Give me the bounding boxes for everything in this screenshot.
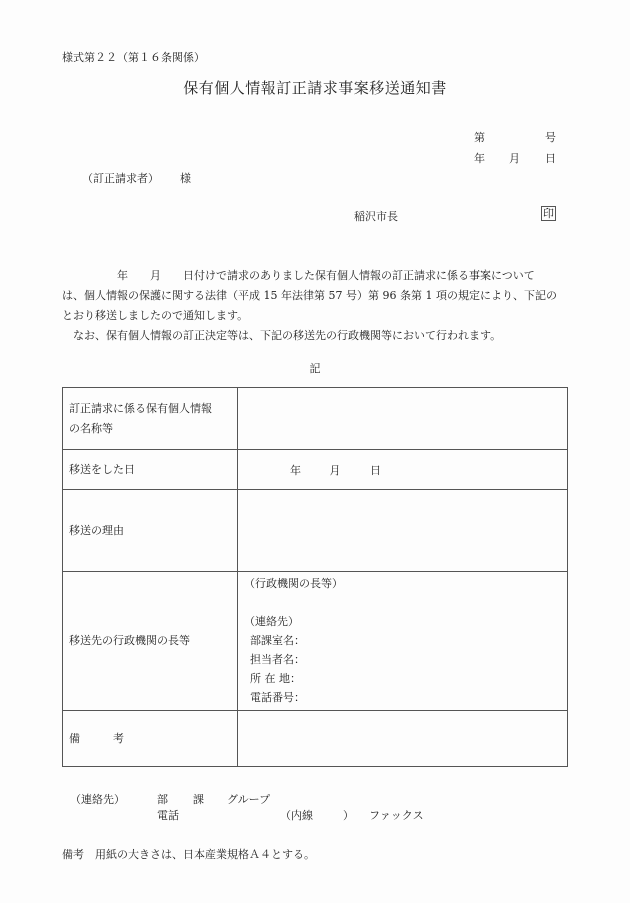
spacer [244, 593, 561, 612]
label-cell: 移送の理由 [63, 490, 238, 572]
footer-tel: 電話 [157, 809, 179, 822]
table-row [63, 711, 568, 767]
number-suffix: 号 [545, 131, 556, 144]
ki-heading: 記 [309, 362, 321, 375]
label-cell [63, 388, 238, 450]
label-text: 訂正請求に係る保有個人情報 [69, 401, 212, 415]
agency-head-label: （行政機関の長等） [244, 577, 343, 590]
destination-field[interactable] [238, 572, 568, 711]
seal-stamp: 印 [543, 207, 554, 220]
table-row [63, 388, 568, 450]
footer-bu: 部 [157, 793, 168, 806]
year-label: 年 [290, 463, 301, 477]
footer-extension-close: ） [343, 809, 354, 822]
number-prefix: 第 [474, 131, 485, 144]
personal-info-name-field[interactable] [238, 388, 568, 450]
contact-label: （連絡先） [244, 615, 299, 628]
footer-group: グループ [227, 793, 271, 806]
date-day: 日 [545, 152, 556, 165]
transfer-details-table [62, 387, 568, 767]
date-year: 年 [474, 152, 485, 165]
paper-size-note: 備考 用紙の大きさは、日本産業規格Ａ４とする。 [62, 848, 315, 861]
month-label: 月 [329, 463, 341, 477]
date-month: 月 [509, 152, 520, 165]
dept-label: 部課室名： [250, 634, 305, 647]
table-row [63, 450, 568, 490]
notice-body [62, 266, 567, 346]
day-label: 日 [370, 463, 381, 477]
body-line: は、個人情報の保護に関する法律（平成 15 年法律第 57 号）第 96 条第 1 項の規定により、下記の [62, 289, 557, 302]
footer-ka: 課 [193, 793, 204, 806]
remarks-field[interactable] [238, 711, 568, 767]
footer-extension: （内線 [280, 809, 313, 822]
label-cell: 備 考 [63, 711, 238, 767]
label-cell: 移送先の行政機関の長等 [63, 572, 238, 711]
body-line: なお、保有個人情報の訂正決定等は、下記の移送先の行政機関等において行われます。 [62, 329, 502, 342]
document-title: 保有個人情報訂正請求事案移送通知書 [183, 79, 447, 97]
phone-label: 電話番号： [250, 691, 305, 704]
person-label: 担当者名： [250, 653, 305, 666]
address-label: 所 在 地： [250, 672, 301, 685]
footer-fax: ファックス [369, 809, 424, 822]
sender-name: 稲沢市長 [354, 210, 398, 223]
label-text: の名称等 [69, 421, 113, 435]
label-cell: 移送をした日 [63, 450, 238, 490]
body-line: とおり移送しましたので通知します。 [62, 309, 249, 322]
footer-contact-label: （連絡先） [70, 793, 125, 806]
body-line: 年 月 日付けで請求のありました保有個人情報の訂正請求に係る事案について [62, 269, 535, 282]
addressee-label: （訂正請求者） [82, 172, 159, 185]
form-number: 様式第２２（第１６条関係） [62, 51, 205, 64]
transfer-reason-field[interactable] [238, 490, 568, 572]
addressee-honorific: 様 [180, 172, 191, 185]
table-row [63, 572, 568, 711]
table-row [63, 490, 568, 572]
transfer-date-field[interactable] [238, 450, 568, 490]
